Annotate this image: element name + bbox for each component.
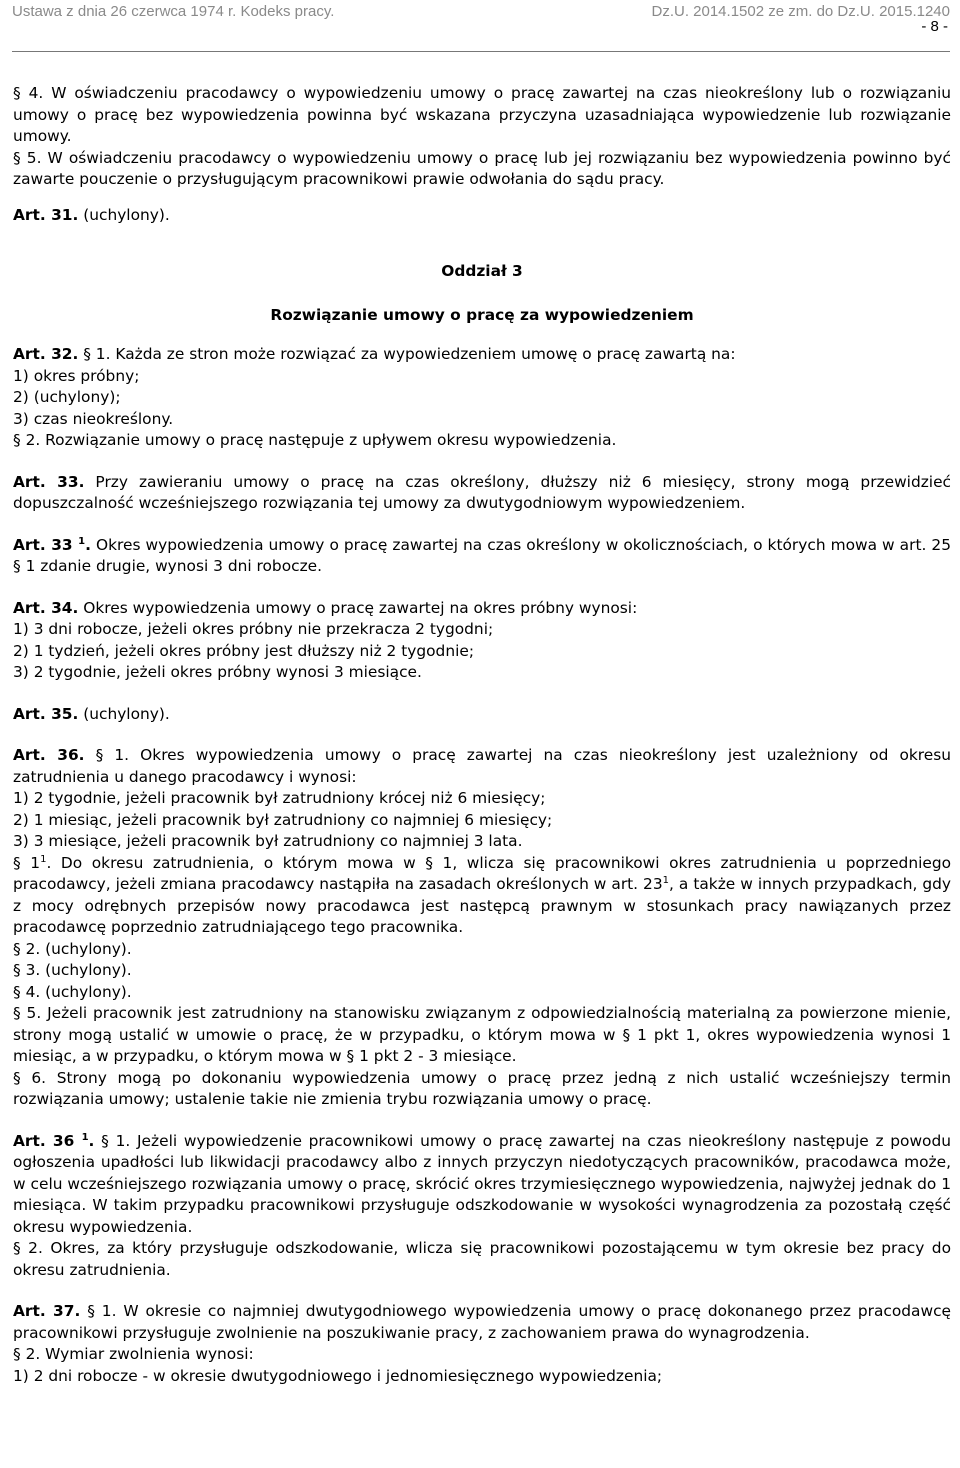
article-number: Art. 33 $^1$.: [13, 535, 91, 554]
running-header: [12, 0, 950, 22]
art36-par5: § 5. Jeżeli pracownik jest zatrudniony na stanowisku związanym z odpowiedzialnością materialną za powierzone mienie, strony mogą ustalić w umowie o pracę, że w przypadku, o którym mowa w § 1 pkt 1, okres wypowiedzenia wynosi 1 miesiąc, a w przypadku, o którym mowa w § 1 pkt 2 - 3 miesiące.: [13, 1004, 951, 1065]
art33-1: [13, 535, 951, 578]
art35: [13, 704, 951, 726]
art30-par5: § 5. W oświadczeniu pracodawcy o wypowiedzeniu umowy o pracę lub jej rozwiązaniu bez wypowiedzenia powinno być zawarte pouczenie o przysługującym pracownikowi prawie odwołania do sądu pracy.: [13, 148, 951, 188]
article-number: Art. 35.: [13, 704, 79, 723]
art32-par1: [13, 344, 951, 366]
document-body: [13, 83, 951, 1387]
art37-par1: [13, 1301, 951, 1344]
article-text: Przy zawieraniu umowy o pracę na czas określony, dłuższy niż 6 miesięcy, strony mogą przewidzieć dopuszczalność wcześniejszego rozwiązania tej umowy za dwutygodniowym wypowiedzeniem.: [13, 472, 951, 512]
article-number: Art. 37.: [13, 1302, 81, 1320]
art36-par1: [13, 745, 951, 788]
art36-par4: § 4. (uchylony).: [13, 982, 132, 1001]
article-text: § 1. W okresie co najmniej dwutygodniowego wypowiedzenia umowy o pracę dokonanego przez pracodawcę pracownikowi przysługuje zwolnienie na poszukiwanie pracy, z zachowaniem prawa do wynagrodzenia.: [13, 1302, 952, 1342]
list-item: 3) czas nieokreślony.: [13, 409, 174, 428]
article-number: Art. 36 $^1$.: [13, 1131, 95, 1150]
article-text: Okres wypowiedzenia umowy o pracę zawartej na czas określony w okolicznościach, o których mowa w art. 25 § 1 zdanie drugie, wynosi 3 dni robocze.: [13, 535, 951, 575]
article-number: Art. 32.: [13, 345, 79, 363]
art36-par1-1: § $1^1$. Do okresu zatrudnienia, o którym mowa w § 1, wlicza się pracownikowi okres zatrudnienia u poprzedniego pracodawcy, jeżeli zmiana pracodawcy nastąpiła na zasadach określonych w art. $23^1$, a także w innych przypadkach, gdy z mocy odrębnych przepisów nowy pracodawca jest następcą prawnym w stosunkach pracy nawiązanych przez pracodawcę poprzednio zatrudniającego tego pracownika.: [13, 853, 951, 936]
header-journal-ref: Dz.U. 2014.1502 ze zm. do Dz.U. 2015.1240: [651, 2, 950, 20]
art36-par2: § 2. (uchylony).: [13, 939, 132, 958]
art31: [13, 205, 951, 227]
list-item: 3) 2 tygodnie, jeżeli okres próbny wynosi 3 miesiące.: [13, 663, 422, 681]
list-item: 1) 2 tygodnie, jeżeli pracownik był zatrudniony krócej niż 6 miesięcy;: [13, 789, 546, 807]
list-item: 1) 2 dni robocze - w okresie dwutygodniowego i jednomiesięcznego wypowiedzenia;: [13, 1366, 663, 1385]
article-number: Art. 34.: [13, 598, 79, 617]
art32-par2: § 2. Rozwiązanie umowy o pracę następuje z upływem okresu wypowiedzenia.: [13, 431, 617, 449]
page-number: - 8 -: [921, 18, 948, 35]
art33: [13, 472, 951, 515]
article-text: § 1. Jeżeli wypowiedzenie pracownikowi umowy o pracę zawartej na czas nieokreślony następuje z powodu ogłoszenia upadłości lub likwidacji pracodawcy albo z innych przyczyn niedotyczących pracowników, pracodawca może, w celu wcześniejszego rozwiązania umowy o pracę, skrócić okres trzymiesięcznego wypowiedzenia, najwyżej jednak do 1 miesiąca. W takim przypadku pracownikowi przysługuje odszkodowanie w wysokości wynagrodzenia za pozostałą część okresu wypowiedzenia.: [13, 1131, 951, 1236]
header-act-title: Ustawa z dnia 26 czerwca 1974 r. Kodeks pracy.: [12, 2, 335, 20]
list-item: 2) 1 miesiąc, jeżeli pracownik był zatrudniony co najmniej 6 miesięcy;: [13, 810, 553, 829]
art36-par6: § 6. Strony mogą po dokonaniu wypowiedzenia umowy o pracę przez jedną z nich ustalić wcześniejszy termin rozwiązania umowy; ustalenie takie nie zmienia trybu rozwiązania umowy o pracę.: [13, 1068, 951, 1108]
list-item: 3) 3 miesiące, jeżeli pracownik był zatrudniony co najmniej 3 lata.: [13, 832, 523, 850]
article-text: (uchylony).: [78, 704, 170, 723]
art30-par4: § 4. W oświadczeniu pracodawcy o wypowiedzeniu umowy o pracę zawartej na czas nieokreślony lub o rozwiązaniu umowy o pracę bez wypowiedzenia powinna być wskazana przyczyna uzasadniająca wypowiedzenie lub rozwiązanie umowy.: [13, 84, 951, 145]
list-item: 2) (uchylony);: [13, 388, 121, 406]
header-rule: [12, 51, 950, 52]
list-item: 1) okres próbny;: [13, 366, 140, 385]
article-number: Art. 36.: [13, 746, 85, 764]
art37-par2: § 2. Wymiar zwolnienia wynosi:: [13, 1345, 254, 1363]
article-text: (uchylony).: [78, 205, 170, 224]
article-text: Okres wypowiedzenia umowy o pracę zawartej na okres próbny wynosi:: [78, 598, 638, 617]
art36-1-par2: § 2. Okres, za który przysługuje odszkodowanie, wlicza się pracownikowi pozostającemu w tym okresie bez pracy do okresu zatrudnienia.: [13, 1239, 951, 1279]
list-item: 2) 1 tydzień, jeżeli okres próbny jest dłuższy niż 2 tygodnie;: [13, 641, 475, 660]
article-number: Art. 33.: [13, 472, 85, 491]
article-number: Art. 31.: [13, 205, 79, 224]
article-text: § 1. Okres wypowiedzenia umowy o pracę zawartej na czas nieokreślony jest uzależniony od okresu zatrudnienia u danego pracodawcy i wynosi:: [13, 746, 952, 786]
section-title: Oddział 3: [441, 262, 523, 280]
list-item: 1) 3 dni robocze, jeżeli okres próbny nie przekracza 2 tygodni;: [13, 620, 494, 638]
art36-par3: § 3. (uchylony).: [13, 961, 132, 979]
section-subtitle: Rozwiązanie umowy o pracę za wypowiedzeniem: [270, 306, 694, 324]
article-text: § 1. Każda ze stron może rozwiązać za wypowiedzeniem umowę o pracę zawartą na:: [78, 345, 736, 363]
art36-1-par1: [13, 1131, 951, 1239]
art34: [13, 598, 951, 620]
